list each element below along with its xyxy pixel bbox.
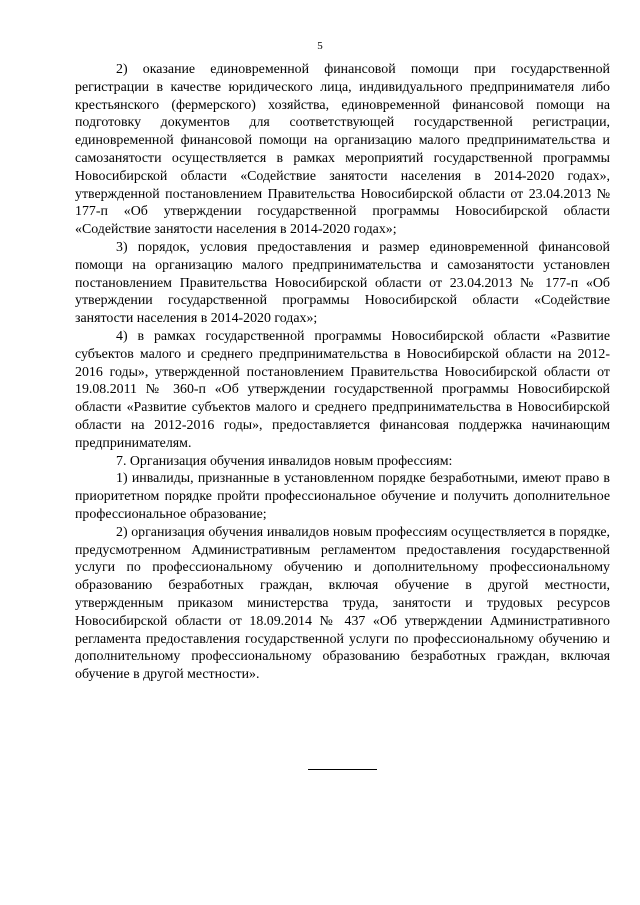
section-heading-training: 7. Организация обучения инвалидов новым профессиям: xyxy=(116,453,453,469)
page-number: 5 xyxy=(317,40,323,52)
paragraph-business-support: 4) в рамках государственной программы Новосибирской области «Развитие субъектов малого и среднего предпринимательства в Новосибирской области на 2012-2016 годы», утвержденной постановлением Правительства Новосибирской области от 19.08.2011 № 360-п «Об утверждении государственной программы Новосибирской области «Развитие субъектов малого и среднего предпринимательства в Новосибирской области на 2012-2016 годы», предоставляется финансовая поддержка начинающим предпринимателям. xyxy=(75,328,610,451)
document-body xyxy=(75,61,610,684)
paragraph-training-regulation: 2) организация обучения инвалидов новым профессиям осуществляется в порядке, предусмотренном Административным регламентом предоставления государственной услуги по профессиональному обучению и дополнительному профессиональному образованию безработных граждан, включая обучение в другой местности, утвержденным приказом министерства труда, занятости и трудовых ресурсов Новосибирской области от 18.09.2014 № 437 «Об утверждении Административного регламента предоставления государственной услуги по профессиональному обучению и дополнительному профессиональному образованию безработных граждан, включая обучение в другой местности». xyxy=(75,524,610,683)
paragraph-priority-training: 1) инвалиды, признанные в установленном порядке безработными, имеют право в приоритетном порядке пройти профессиональное обучение и получить дополнительное профессиональное образование; xyxy=(75,471,610,522)
end-divider xyxy=(308,769,377,770)
paragraph-financial-aid: 2) оказание единовременной финансовой помощи при государственной регистрации в качестве юридического лица, индивидуального предпринимателя либо крестьянского (фермерского) хозяйства, единовременной финансовой помощи на подготовку документов для соответствующей государственной регистрации, единовременной финансовой помощи на организацию малого предпринимательства и самозанятости осуществляется в рамках мероприятий государственной программы Новосибирской области «Содействие занятости населения в 2014-2020 годах», утвержденной постановлением Правительства Новосибирской области от 23.04.2013 № 177-п «Об утверждении государственной программы Новосибирской области «Содействие занятости населения в 2014-2020 годах»; xyxy=(75,62,610,238)
paragraph-aid-procedure: 3) порядок, условия предоставления и размер единовременной финансовой помощи на организацию малого предпринимательства и самозанятости установлен постановлением Правительства Новосибирской области от 23.04.2013 № 177-п «Об утверждении государственной программы Новосибирской области «Содействие занятости населения в 2014-2020 годах»; xyxy=(75,239,610,327)
